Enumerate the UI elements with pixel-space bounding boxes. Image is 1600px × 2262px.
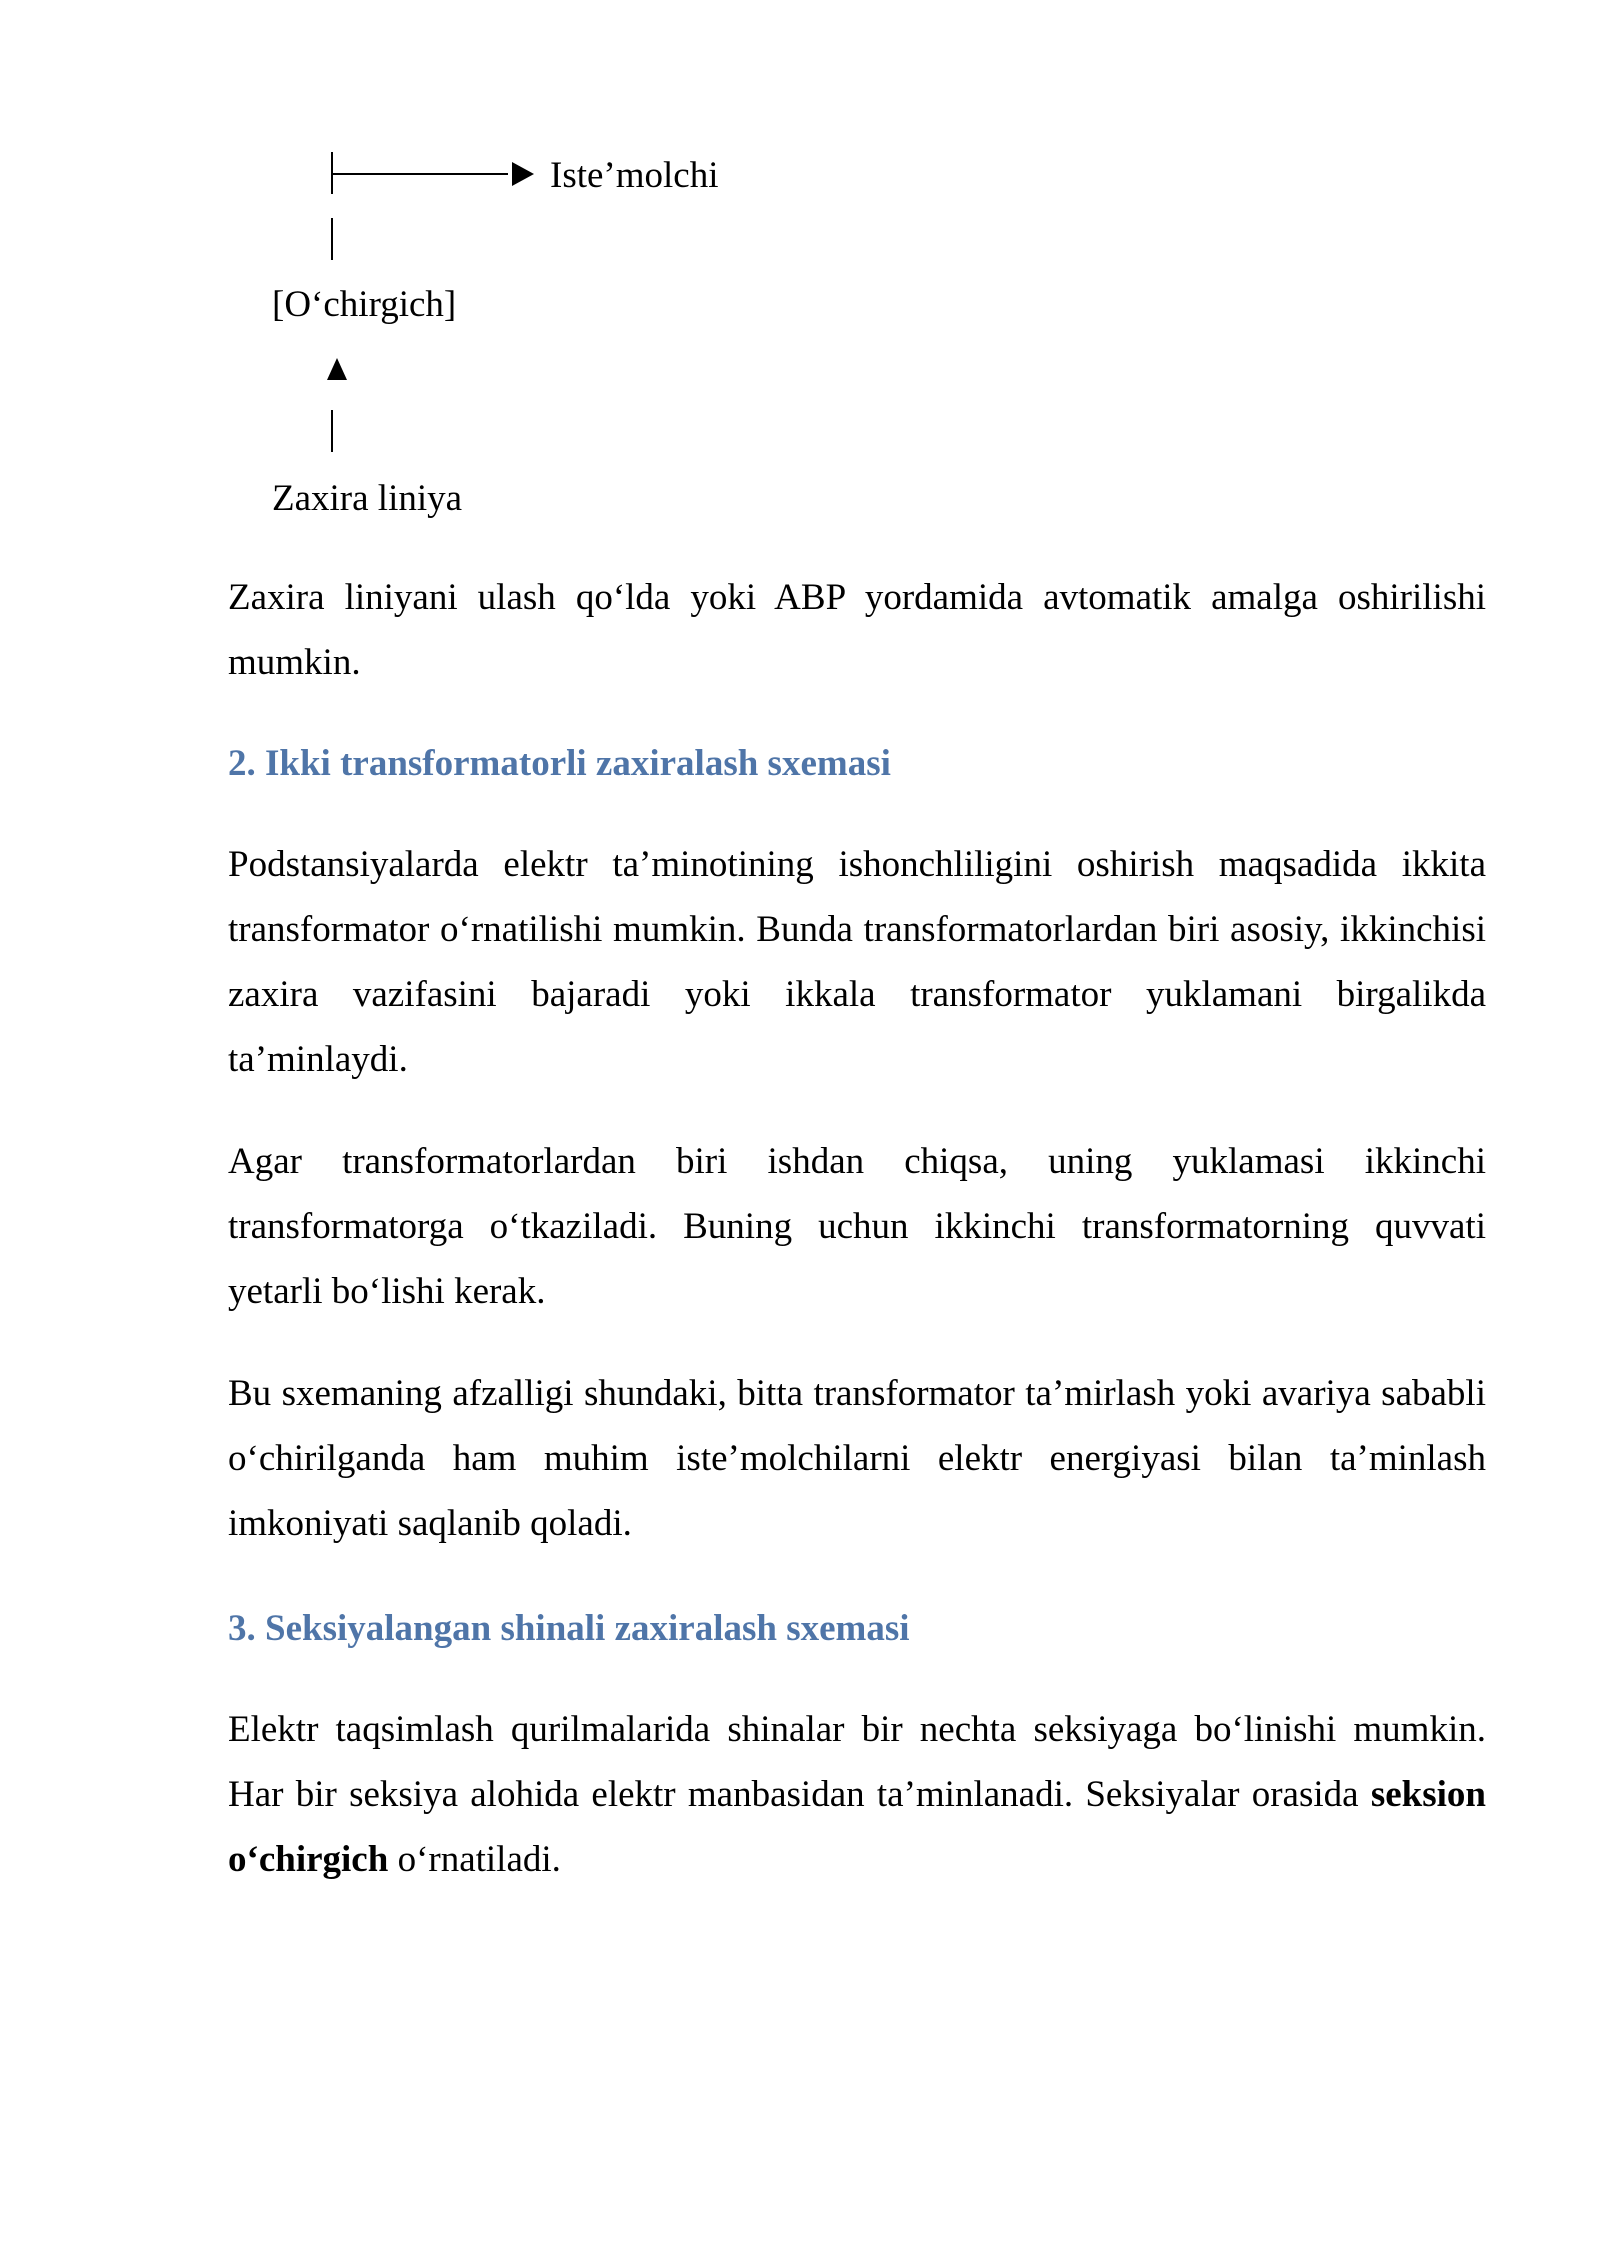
diagram-lines: [0, 0, 1600, 540]
right-arrow-icon: [512, 162, 534, 186]
paragraph-substation-transformers: Podstansiyalarda elektr ta’minotining ishonchliligini oshirish maqsadida ikkita transformator o‘rnatilishi mumkin. Bunda transformatorlardan biri asosiy, ikkinchisi zaxira vazifasini bajaradi yoki ikkala transformator yuklamani birgalikda ta’minlaydi.: [228, 844, 1486, 1080]
reserve-line-diagram: [0, 0, 1600, 540]
paragraph-text-start: Elektr taqsimlash qurilmalarida shinalar bir nechta seksiyaga bo‘linishi mumkin. Har bir seksiya alohida elektr manbasidan ta’minlanadi. Seksiyalar orasida: [228, 1709, 1486, 1815]
reserve-line-label: Zaxira liniya: [272, 478, 463, 519]
section-heading-two-transformer: 2. Ikki transformatorli zaxiralash sxemasi: [228, 743, 891, 784]
section-heading-sectioned-busbar: 3. Seksiyalangan shinali zaxiralash sxemasi: [228, 1608, 910, 1649]
consumer-label: Iste’molchi: [550, 155, 719, 196]
paragraph-busbar-sections: [228, 1697, 1486, 1892]
sectional-switch-term: seksion o‘chirgich: [228, 1774, 1486, 1880]
paragraph-scheme-advantage: Bu sxemaning afzalligi shundaki, bitta transformator ta’mirlash yoki avariya sababli o‘chirilganda ham muhim iste’molchilarni elektr energiyasi bilan ta’minlash imkoniyati saqlanib qoladi.: [228, 1373, 1486, 1544]
paragraph-text-end: o‘rnatiladi.: [388, 1839, 561, 1880]
switch-label: [O‘chirgich]: [272, 284, 457, 325]
up-arrow-icon: [327, 358, 347, 380]
paragraph-reserve-switching: Zaxira liniyani ulash qo‘lda yoki ABP yordamida avtomatik amalga oshirilishi mumkin.: [228, 577, 1486, 683]
paragraph-transformer-failure: Agar transformatorlardan biri ishdan chiqsa, uning yuklamasi ikkinchi transformatorga o‘tkaziladi. Buning uchun ikkinchi transformatorning quvvati yetarli bo‘lishi kerak.: [228, 1141, 1486, 1312]
